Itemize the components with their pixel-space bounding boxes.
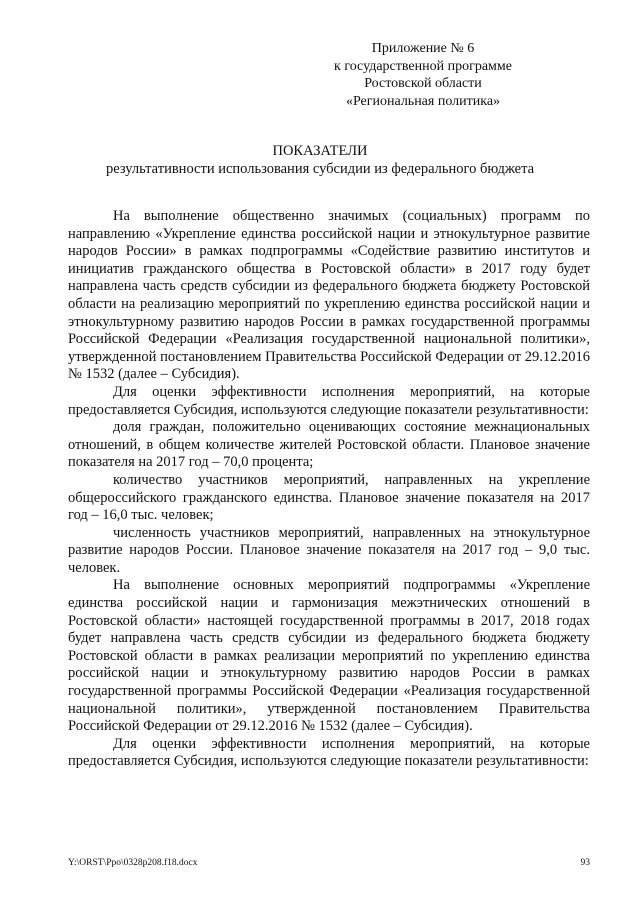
appendix-line: Приложение № 6: [371, 41, 475, 56]
appendix-line: «Региональная политика»: [345, 93, 501, 109]
appendix-line: Ростовской области: [364, 76, 482, 91]
paragraph: На выполнение основных мероприятий подпрограммы «Укрепление единства российской нации и гармонизация межэтнических отношений в Ростовской области» настоящей государственной программы в 2017, 2018 годах будет направлена часть средств субсидии из федерального бюджета бюджету Ростовской области в рамках реализации мероприятий по укреплению единства российской нации и этнокультурному развитию народов России в рамках государственной программы Российской Федерации «Реализация государственной национальной политики», утвержденной постановлением Правительства Российской Федерации от 29.12.2016 № 1532 (далее – Субсидия).: [68, 577, 590, 735]
page-footer: [68, 856, 590, 870]
document-heading: [0, 143, 640, 178]
paragraph: Для оценки эффективности исполнения мероприятий, на которые предоставляется Субсидия, используются следующие показатели результативности:: [68, 383, 590, 418]
paragraph: численность участников мероприятий, направленных на этнокультурное развитие народов России. Плановое значение показателя на 2017 год – 9,0 тыс. человек.: [68, 524, 590, 576]
paragraph: Для оценки эффективности исполнения мероприятий, на которые предоставляется Субсидия, используются следующие показатели результативности:: [68, 735, 590, 770]
file-path: Y:\ORST\Ppo\0328p208.f18.docx: [68, 858, 198, 868]
document-title: ПОКАЗАТЕЛИ: [272, 143, 368, 159]
paragraph: количество участников мероприятий, направленных на укрепление общероссийского гражданского единства. Плановое значение показателя на 2017 год – 16,0 тыс. человек;: [68, 471, 590, 524]
document-subtitle: результативности использования субсидии из федерального бюджета: [105, 160, 535, 177]
paragraph: На выполнение общественно значимых (социальных) программ по направлению «Укрепление единства российской нации и этнокультурное развитие народов России» в рамках подпрограммы «Содействие развитию институтов и инициатив гражданского общества в Ростовской области» в 2017 году будет направлена часть средств субсидии из федерального бюджета бюджету Ростовской области на реализацию мероприятий по укреплению единства российской нации и этнокультурному развитию народов России в рамках государственной программы Российской Федерации «Реализация государственной национальной политики», утвержденной постановлением Правительства Российской Федерации от 29.12.2016 № 1532 (далее – Субсидия).: [68, 208, 590, 383]
appendix-header: [273, 40, 573, 110]
page-number: 93: [580, 858, 590, 868]
appendix-line: к государственной программе: [334, 58, 512, 74]
paragraph: доля граждан, положительно оценивающих состояние межнациональных отношений, в общем количестве жителей Ростовской области. Плановое значение показателя на 2017 год – 70,0 процента;: [68, 419, 590, 471]
document-body: [68, 208, 590, 771]
